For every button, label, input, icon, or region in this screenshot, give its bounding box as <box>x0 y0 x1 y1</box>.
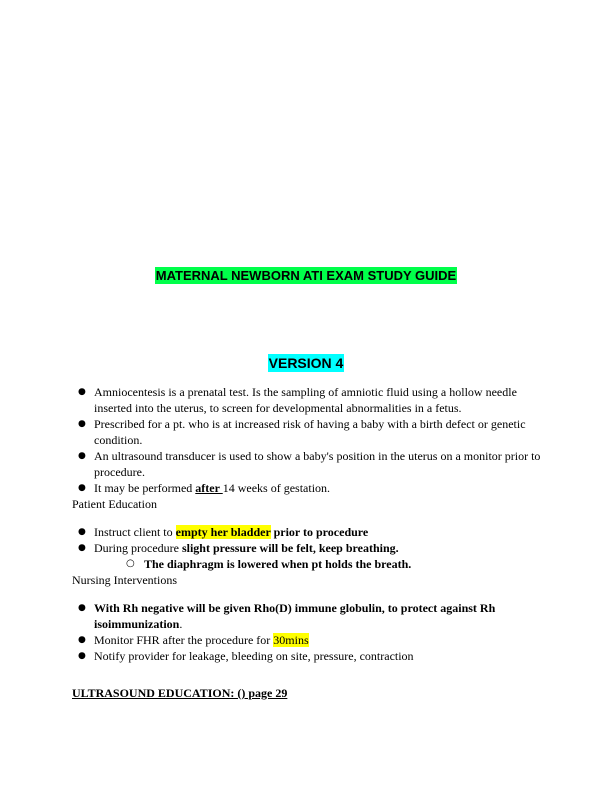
list-item-text: 14 weeks of gestation. <box>222 481 331 495</box>
emphasis-text: With Rh negative will be given Rho(D) immune globulin, to protect against Rh isoimmunization <box>94 601 496 631</box>
list-item <box>72 540 552 556</box>
emphasis-text: The diaphragm is lowered when pt holds the breath. <box>144 557 412 571</box>
sub-list-item <box>72 556 552 572</box>
document-title <box>0 268 612 283</box>
nursing-interventions-list <box>72 600 552 664</box>
section-heading-patient-education: Patient Education <box>72 497 157 511</box>
emphasis-text: prior to procedure <box>270 525 369 539</box>
spacer <box>72 512 552 524</box>
list-item-text: Notify provider for leakage, bleeding on site, pressure, contraction <box>94 649 414 663</box>
list-item <box>72 384 552 416</box>
document-body <box>72 384 552 664</box>
highlighted-text: 30mins <box>273 633 309 647</box>
list-item <box>72 648 552 664</box>
highlighted-text: empty her bladder <box>175 525 271 539</box>
list-item-text: Prescribed for a pt. who is at increased risk of having a baby with a birth defect or genetic condition. <box>94 417 526 447</box>
list-item <box>72 524 552 540</box>
patient-education-list <box>72 524 552 572</box>
spacer <box>72 588 552 600</box>
list-item-text: Instruct client to <box>94 525 176 539</box>
emphasis-text: after <box>195 481 223 495</box>
list-item <box>72 632 552 648</box>
list-item-text: . <box>179 617 183 631</box>
list-item-text: During procedure <box>94 541 182 555</box>
emphasis-text: slight pressure will be felt, keep breathing. <box>181 541 399 555</box>
list-item-text: Monitor FHR after the procedure for <box>94 633 274 647</box>
amniocentesis-list <box>72 384 552 496</box>
ultrasound-education-heading: ULTRASOUND EDUCATION: () page 29 <box>72 686 288 700</box>
list-item <box>72 600 552 632</box>
list-item <box>72 448 552 480</box>
title-highlight: MATERNAL NEWBORN ATI EXAM STUDY GUIDE <box>155 268 457 283</box>
version-highlight: VERSION 4 <box>268 355 344 371</box>
list-item <box>72 480 552 496</box>
section-heading-nursing-interventions: Nursing Interventions <box>72 573 177 587</box>
version-label <box>0 355 612 371</box>
list-item-text: It may be performed <box>94 481 196 495</box>
list-item <box>72 416 552 448</box>
list-item-text: An ultrasound transducer is used to show a baby's position in the uterus on a monitor prior to procedure. <box>94 449 541 479</box>
list-item-text: Amniocentesis is a prenatal test. Is the sampling of amniotic fluid using a hollow needle inserted into the uterus, to screen for developmental abnormalities in a fetus. <box>94 385 517 415</box>
